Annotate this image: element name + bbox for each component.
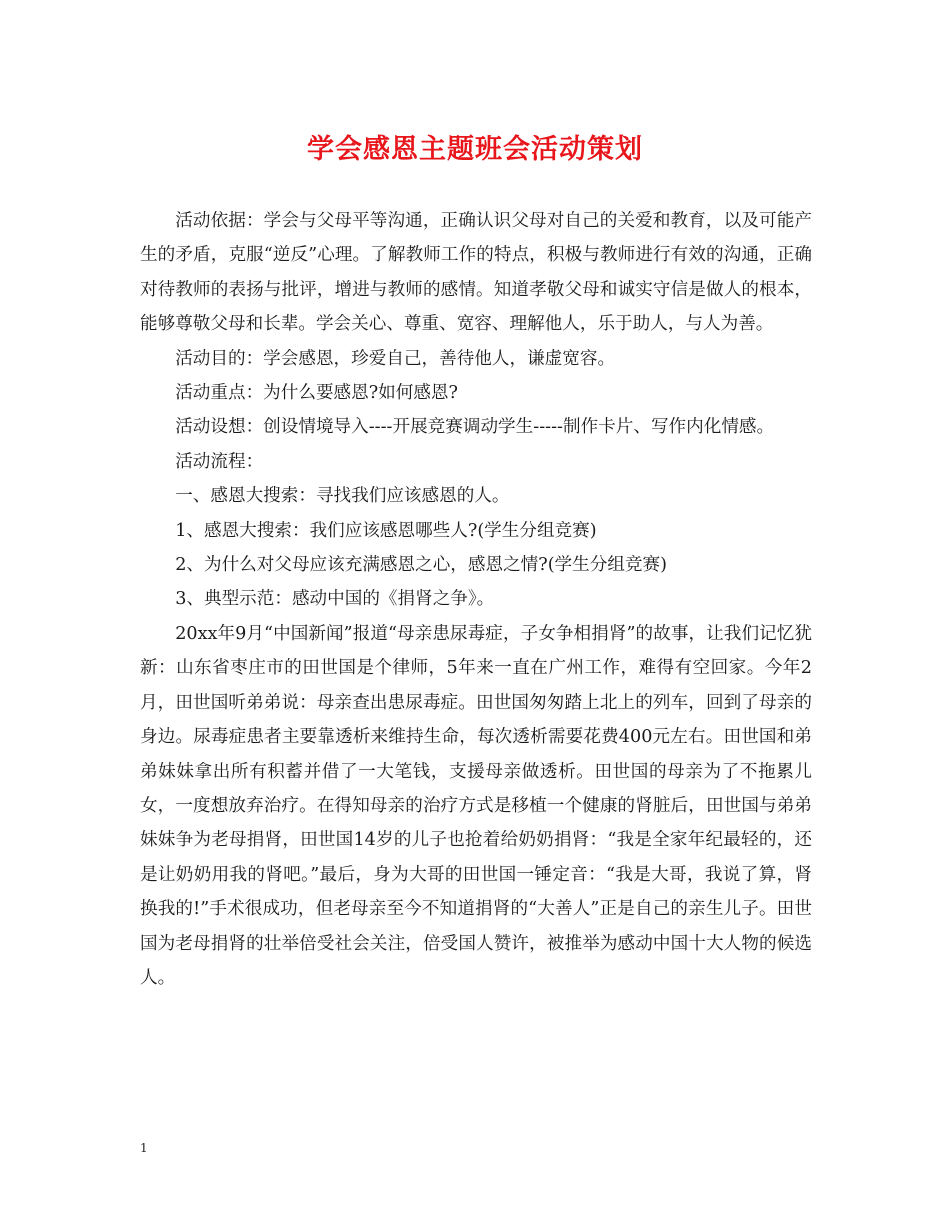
paragraph-section-one: 一、感恩大搜索：寻找我们应该感恩的人。 (175, 486, 510, 507)
paragraph-process-heading: 活动流程： (175, 451, 264, 472)
list-item: 2、为什么对父母应该充满感恩之心，感恩之情?(学生分组竞赛) (175, 555, 667, 576)
paragraph-purpose: 活动目的：学会感恩，珍爱自己，善待他人，谦虚宽容。 (175, 348, 616, 369)
list-item: 3、典型示范：感动中国的《捐肾之争》。 (175, 589, 495, 610)
document-body (140, 204, 812, 995)
paragraph-focus: 活动重点：为什么要感恩?如何感恩? (175, 383, 458, 404)
paragraph-concept: 活动设想：创设情境导入----开展竞赛调动学生-----制作卡片、写作内化情感。 (175, 417, 775, 438)
paragraph-story: 20xx年9月“中国新闻”报道“母亲患尿毒症，子女争相捐肾”的故事，让我们记忆犹新：山东省枣庄市的田世国是个律师，5年来一直在广州工作，难得有空回家。今年2月，田世国听弟弟说：母亲查出患尿毒症。田世国匆匆踏上北上的列车，回到了母亲的身边。尿毒症患者主要靠透析来维持生命，每次透析需要花费400元左右。田世国和弟弟妹妹拿出所有积蓄并借了一大笔钱，支援母亲做透析。田世国的母亲为了不拖累儿女，一度想放弃治疗。在得知母亲的治疗方式是移植一个健康的肾脏后，田世国与弟弟妹妹争为老母捐肾，田世国14岁的儿子也抢着给奶奶捐肾：“我是全家年纪最轻的，还是让奶奶用我的肾吧。”最后，身为大哥的田世国一锤定音：“我是大哥，我说了算，肾换我的!”手术很成功，但老母亲至今不知道捐肾的“大善人”正是自己的亲生儿子。田世国为老母捐肾的壮举倍受社会关注，倍受国人赞许，被推举为感动中国十大人物的候选人。 (140, 623, 812, 988)
list-item: 1、感恩大搜索：我们应该感恩哪些人?(学生分组竞赛) (175, 520, 597, 541)
document-title: 学会感恩主题班会活动策划 (307, 134, 643, 165)
page-number: 1 (140, 1141, 148, 1155)
paragraph-basis: 活动依据：学会与父母平等沟通，正确认识父母对自己的关爱和教育，以及可能产生的矛盾，克服“逆反”心理。了解教师工作的特点，积极与教师进行有效的沟通，正确对待教师的表扬与批评，增进与教师的感情。知道孝敬父母和诚实守信是做人的根本，能够尊敬父母和长辈。学会关心、尊重、宽容、理解他人，乐于助人，与人为善。 (140, 211, 812, 335)
